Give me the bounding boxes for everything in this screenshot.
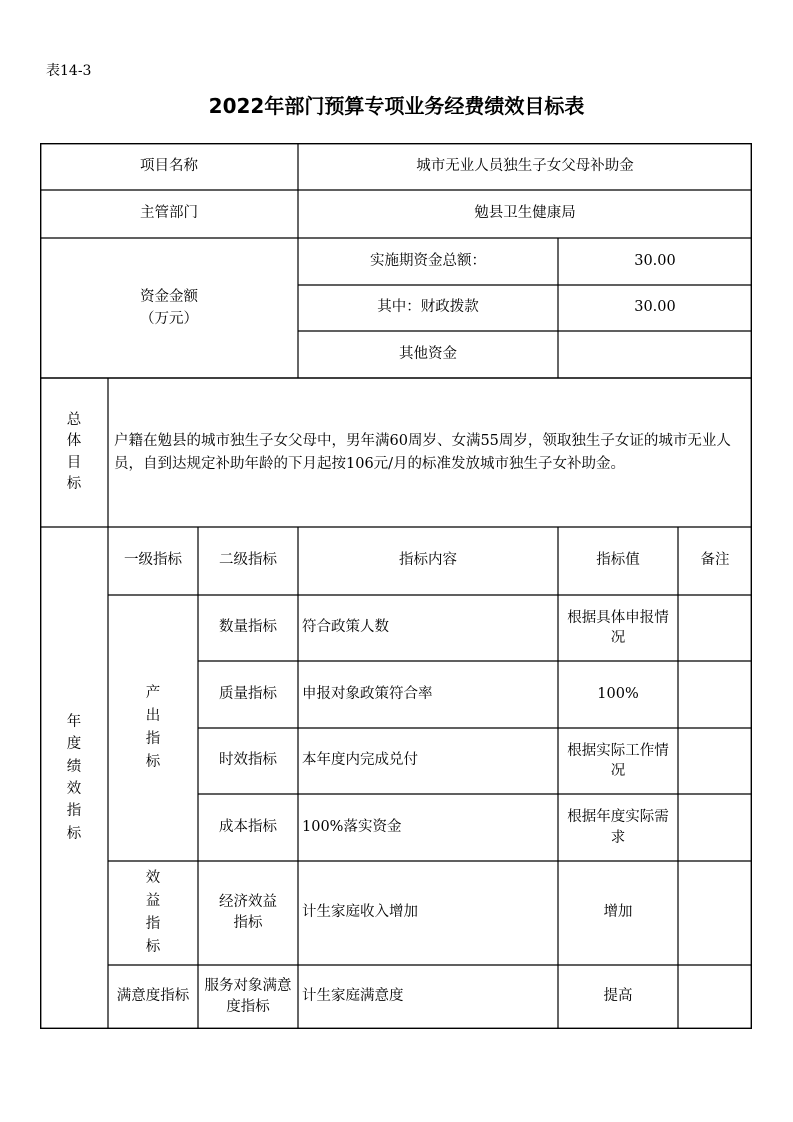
table-row-value: 根据年度实际需求 [567, 809, 669, 846]
table-row-value: 根据实际工作情况 [567, 742, 669, 779]
funds-label-line1: 资金金额 [140, 288, 198, 305]
table-row-content: 符合政策人数 [302, 619, 389, 636]
funds-label-line2: （万元） [140, 311, 198, 327]
funds-other-value [558, 331, 752, 378]
table-row-content: 本年度内完成兑付 [302, 752, 418, 769]
header-note: 备注 [700, 552, 730, 569]
level1-output: 产出指标 [145, 684, 161, 771]
table-row-value: 根据具体申报情况 [567, 609, 669, 646]
table-row-note [678, 595, 752, 661]
table-row-note [678, 861, 752, 965]
table-row-note [678, 661, 752, 728]
table-row-level2: 时效指标 [219, 752, 277, 769]
table-row-content: 申报对象政策符合率 [302, 685, 433, 702]
overall-goal-label: 总体目标 [66, 412, 82, 492]
department-value: 勉县卫生健康局 [474, 205, 576, 222]
funds-fiscal-value: 30.00 [634, 299, 676, 316]
annual-indicators-label: 年度绩效指标 [66, 713, 82, 842]
table-row-value: 100% [597, 685, 639, 702]
project-name-value: 城市无业人员独生子女父母补助金 [416, 157, 634, 174]
table-row-level2: 质量指标 [219, 685, 277, 702]
table-row-level2: 服务对象满意度指标 [204, 977, 292, 1015]
performance-table [40, 143, 752, 1029]
overall-goal-text: 户籍在勉县的城市独生子女父母中，男年满60周岁、女满55周岁，领取独生子女证的城市无业人员，自到达规定补助年龄的下月起按106元/月的标准发放城市独生子女补助金。 [114, 433, 731, 472]
table-row-value: 提高 [603, 988, 633, 1005]
table-row-note [678, 794, 752, 861]
header-content: 指标内容 [399, 552, 457, 569]
header-level2: 二级指标 [219, 552, 277, 569]
funds-other-label: 其他资金 [399, 345, 457, 362]
table-row-note [678, 965, 752, 1029]
table-row-content: 计生家庭收入增加 [302, 904, 418, 921]
funds-total-value: 30.00 [634, 252, 676, 269]
table-row-level2: 成本指标 [219, 818, 277, 835]
funds-label [40, 238, 298, 378]
funds-total-label: 实施期资金总额： [370, 252, 486, 269]
table-row-level2: 数量指标 [219, 619, 277, 636]
funds-fiscal-label: 其中：财政拨款 [377, 299, 479, 316]
project-name-label: 项目名称 [140, 157, 198, 174]
header-level1: 一级指标 [124, 552, 182, 569]
department-label: 主管部门 [140, 205, 198, 222]
level1-benefit: 效益指标 [145, 869, 161, 956]
header-value: 指标值 [596, 552, 640, 569]
level1-satisfaction: 满意度指标 [116, 988, 190, 1005]
table-row-content: 计生家庭满意度 [302, 988, 404, 1005]
table-number: 表14-3 [46, 63, 92, 79]
table-row-content: 100%落实资金 [302, 818, 402, 835]
table-row-note [678, 728, 752, 794]
table-row-level2: 经济效益指标 [219, 893, 277, 931]
page-title: 2022年部门预算专项业务经费绩效目标表 [208, 94, 585, 118]
table-row-value: 增加 [603, 904, 633, 921]
